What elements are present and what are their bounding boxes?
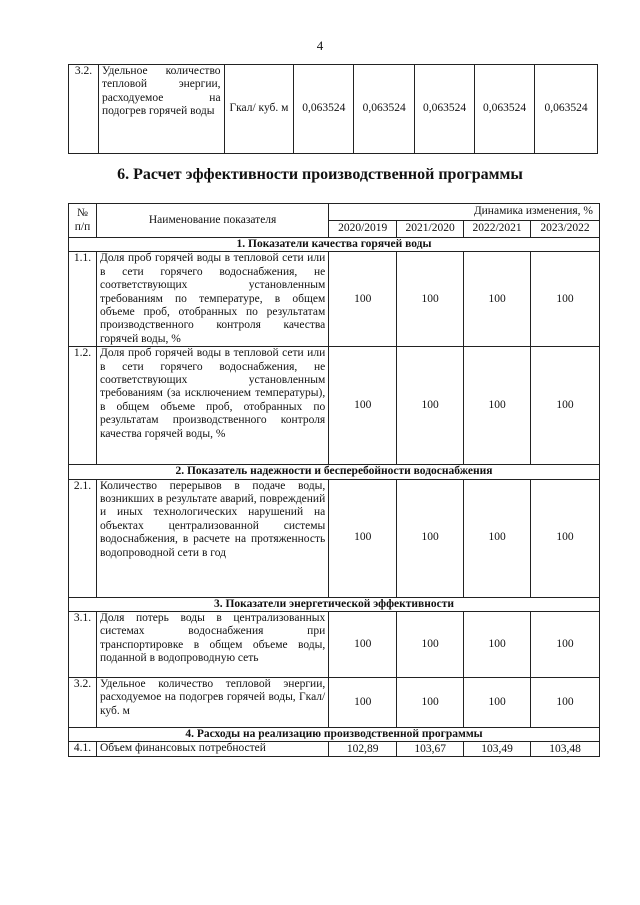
row-number: 4.1.	[69, 742, 97, 757]
group-row	[69, 465, 600, 479]
indicator-name: Доля проб горячей воды в тепловой сети или в сети горячего водоснабжения, не соответствующих установленным требованиям по температуре, в общем объеме проб, отобранных по результатам производственного контроля качества горячей воды, %	[96, 252, 328, 347]
header-dynamics: Динамика изменения, %	[329, 204, 600, 221]
indicator-name: Количество перерывов в подаче воды, возникших в результате аварий, повреждений и иных технологических нарушений на объектах централизованной системы водоснабжения, в расчете на протяженность водопроводной сети в год	[96, 479, 328, 597]
header-row	[69, 204, 600, 221]
section-title: 6. Расчет эффективности производственной программы	[117, 166, 523, 183]
value-cell: 103,67	[397, 742, 464, 757]
row-number: 3.2.	[69, 65, 99, 154]
value-cell: 0,063524	[475, 65, 535, 154]
table-row	[69, 742, 600, 757]
group-row	[69, 238, 600, 252]
value-cell: 103,49	[464, 742, 531, 757]
value-cell: 0,063524	[294, 65, 354, 154]
value-cell: 100	[464, 347, 531, 465]
continued-table	[68, 64, 598, 154]
value-cell: 103,48	[531, 742, 600, 757]
header-period: 2022/2021	[464, 221, 531, 238]
value-cell: 100	[329, 678, 397, 728]
efficiency-table	[68, 203, 600, 757]
table-row	[69, 612, 600, 678]
value-cell: 100	[329, 347, 397, 465]
value-cell: 100	[531, 612, 600, 678]
row-number: 3.1.	[69, 612, 97, 678]
value-cell: 100	[464, 678, 531, 728]
value-cell: 100	[464, 479, 531, 597]
indicator-name: Доля потерь воды в централизованных системах водоснабжения при транспортировке в общем объеме воды, поданной в водопроводную сеть	[96, 612, 328, 678]
header-num: № п/п	[69, 204, 97, 238]
value-cell: 100	[397, 479, 464, 597]
value-cell: 100	[397, 678, 464, 728]
table-row	[69, 252, 600, 347]
group-title: 4. Расходы на реализацию производственной программы	[69, 728, 600, 742]
indicator-name: Доля проб горячей воды в тепловой сети или в сети горячего водоснабжения, не соответствующих установленным требованиям (за исключением температуры), в общем объеме проб, отобранных по результатам производственного контроля качества горячей воды, %	[96, 347, 328, 465]
value-cell: 100	[329, 479, 397, 597]
table-row	[69, 347, 600, 465]
value-cell: 0,063524	[354, 65, 415, 154]
value-cell: 100	[531, 678, 600, 728]
value-cell: 100	[397, 612, 464, 678]
header-period: 2021/2020	[397, 221, 464, 238]
value-cell: 100	[531, 347, 600, 465]
header-period: 2020/2019	[329, 221, 397, 238]
header-period: 2023/2022	[531, 221, 600, 238]
row-number: 1.1.	[69, 252, 97, 347]
table-row	[69, 678, 600, 728]
group-row	[69, 597, 600, 611]
table-row	[69, 65, 598, 154]
group-row	[69, 728, 600, 742]
page-number: 4	[316, 38, 324, 53]
row-number: 3.2.	[69, 678, 97, 728]
value-cell: 100	[397, 347, 464, 465]
value-cell: 0,063524	[535, 65, 598, 154]
value-cell: 100	[531, 252, 600, 347]
value-cell: 102,89	[329, 742, 397, 757]
group-title: 1. Показатели качества горячей воды	[69, 238, 600, 252]
value-cell: 100	[531, 479, 600, 597]
unit-cell: Гкал/ куб. м	[224, 65, 294, 154]
header-name: Наименование показателя	[96, 204, 328, 238]
value-cell: 0,063524	[415, 65, 475, 154]
row-number: 1.2.	[69, 347, 97, 465]
value-cell: 100	[329, 612, 397, 678]
value-cell: 100	[397, 252, 464, 347]
group-title: 2. Показатель надежности и бесперебойности водоснабжения	[69, 465, 600, 479]
value-cell: 100	[464, 252, 531, 347]
group-title: 3. Показатели энергетической эффективности	[69, 597, 600, 611]
indicator-name: Объем финансовых потребностей	[96, 742, 328, 757]
indicator-name: Удельное количество тепловой энергии, расходуемое на подогрев горячей воды	[98, 65, 224, 154]
value-cell: 100	[329, 252, 397, 347]
table-row	[69, 479, 600, 597]
indicator-name: Удельное количество тепловой энергии, расходуемое на подогрев горячей воды, Гкал/куб. м	[96, 678, 328, 728]
value-cell: 100	[464, 612, 531, 678]
row-number: 2.1.	[69, 479, 97, 597]
